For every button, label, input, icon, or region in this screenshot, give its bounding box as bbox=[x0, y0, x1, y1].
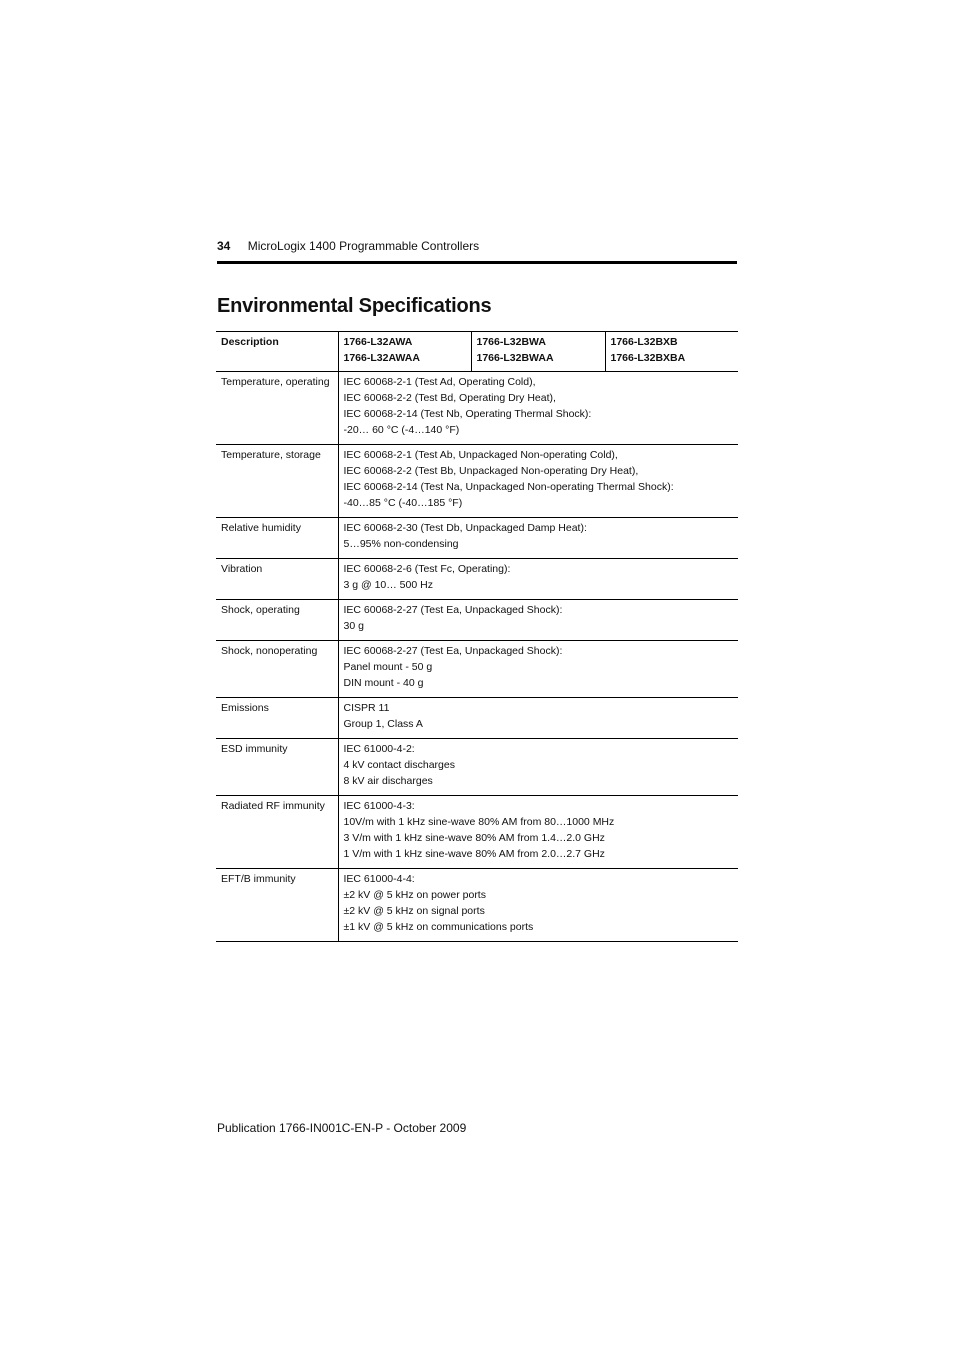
specification-line: -40…85 °C (-40…185 °F) bbox=[343, 497, 463, 509]
table-body bbox=[216, 372, 738, 942]
specification-line: IEC 60068-2-2 (Test Bd, Operating Dry Heat), bbox=[343, 392, 556, 404]
specification-line: IEC 60068-2-1 (Test Ab, Unpackaged Non-operating Cold), bbox=[343, 449, 618, 461]
row-specification bbox=[338, 796, 738, 869]
table-row bbox=[216, 600, 738, 641]
column-header-line: 1766-L32BXB bbox=[610, 336, 678, 348]
column-header-model-3 bbox=[605, 332, 738, 372]
page-number: 34 bbox=[217, 239, 231, 253]
row-description: Vibration bbox=[216, 559, 338, 600]
row-specification bbox=[338, 518, 738, 559]
header-rule bbox=[217, 261, 737, 264]
table-row bbox=[216, 739, 738, 796]
column-header-line: 1766-L32BXBA bbox=[610, 352, 686, 364]
column-header-model-2 bbox=[471, 332, 605, 372]
specification-line: 8 kV air discharges bbox=[343, 775, 433, 787]
column-header-line: Description bbox=[221, 336, 279, 348]
row-specification bbox=[338, 600, 738, 641]
environmental-specifications-table bbox=[216, 331, 738, 942]
specification-line: IEC 61000-4-3: bbox=[343, 800, 415, 812]
specification-line: 5…95% non-condensing bbox=[343, 538, 459, 550]
specification-line: 10V/m with 1 kHz sine-wave 80% AM from 80…1000 MHz bbox=[343, 816, 615, 828]
specification-line: Panel mount - 50 g bbox=[343, 661, 433, 673]
column-header-model-1 bbox=[338, 332, 471, 372]
specification-line: 4 kV contact discharges bbox=[343, 759, 455, 771]
row-description: Radiated RF immunity bbox=[216, 796, 338, 869]
row-description: Emissions bbox=[216, 698, 338, 739]
section-title: Environmental Specifications bbox=[217, 295, 492, 317]
row-specification bbox=[338, 641, 738, 698]
row-description: Temperature, operating bbox=[216, 372, 338, 445]
table-row bbox=[216, 445, 738, 518]
table-row bbox=[216, 698, 738, 739]
specification-line: IEC 60068-2-27 (Test Ea, Unpackaged Shock): bbox=[343, 604, 563, 616]
specification-line: DIN mount - 40 g bbox=[343, 677, 424, 689]
table-header-row bbox=[216, 332, 738, 372]
specification-line: ±2 kV @ 5 kHz on power ports bbox=[343, 889, 486, 901]
row-description: Temperature, storage bbox=[216, 445, 338, 518]
row-specification bbox=[338, 372, 738, 445]
row-specification bbox=[338, 559, 738, 600]
specification-line: IEC 60068-2-27 (Test Ea, Unpackaged Shock): bbox=[343, 645, 563, 657]
table-row bbox=[216, 559, 738, 600]
column-header-line: 1766-L32AWAA bbox=[343, 352, 420, 364]
specification-line: ±2 kV @ 5 kHz on signal ports bbox=[343, 905, 485, 917]
row-description: Shock, operating bbox=[216, 600, 338, 641]
specification-line: -20… 60 °C (-4…140 °F) bbox=[343, 424, 460, 436]
specification-line: Group 1, Class A bbox=[343, 718, 423, 730]
table-row bbox=[216, 372, 738, 445]
specification-line: IEC 61000-4-4: bbox=[343, 873, 415, 885]
running-header bbox=[217, 238, 737, 254]
table-row bbox=[216, 641, 738, 698]
specification-line: IEC 60068-2-1 (Test Ad, Operating Cold), bbox=[343, 376, 536, 388]
specification-line: IEC 60068-2-2 (Test Bb, Unpackaged Non-operating Dry Heat), bbox=[343, 465, 639, 477]
row-specification bbox=[338, 869, 738, 942]
row-specification bbox=[338, 445, 738, 518]
column-header-line: 1766-L32AWA bbox=[343, 336, 413, 348]
specification-line: IEC 60068-2-14 (Test Na, Unpackaged Non-operating Thermal Shock): bbox=[343, 481, 674, 493]
row-specification bbox=[338, 698, 738, 739]
column-header-description bbox=[216, 332, 338, 372]
specification-line: CISPR 11 bbox=[343, 702, 390, 714]
specification-line: 3 V/m with 1 kHz sine-wave 80% AM from 1.4…2.0 GHz bbox=[343, 832, 605, 844]
specification-line: IEC 60068-2-6 (Test Fc, Operating): bbox=[343, 563, 511, 575]
table-row bbox=[216, 796, 738, 869]
specification-line: IEC 60068-2-14 (Test Nb, Operating Thermal Shock): bbox=[343, 408, 592, 420]
table-row bbox=[216, 518, 738, 559]
running-title: MicroLogix 1400 Programmable Controllers bbox=[247, 239, 480, 253]
specification-line: 30 g bbox=[343, 620, 364, 632]
row-description: Shock, nonoperating bbox=[216, 641, 338, 698]
specification-line: 1 V/m with 1 kHz sine-wave 80% AM from 2.0…2.7 GHz bbox=[343, 848, 605, 860]
column-header-line: 1766-L32BWAA bbox=[476, 352, 554, 364]
row-description: ESD immunity bbox=[216, 739, 338, 796]
specification-line: ±1 kV @ 5 kHz on communications ports bbox=[343, 921, 534, 933]
row-specification bbox=[338, 739, 738, 796]
table-row bbox=[216, 869, 738, 942]
specification-line: 3 g @ 10… 500 Hz bbox=[343, 579, 433, 591]
row-description: EFT/B immunity bbox=[216, 869, 338, 942]
publication-footer: Publication 1766-IN001C-EN-P - October 2009 bbox=[217, 1121, 467, 1135]
specification-line: IEC 60068-2-30 (Test Db, Unpackaged Damp Heat): bbox=[343, 522, 587, 534]
column-header-line: 1766-L32BWA bbox=[476, 336, 546, 348]
specification-line: IEC 61000-4-2: bbox=[343, 743, 415, 755]
row-description: Relative humidity bbox=[216, 518, 338, 559]
